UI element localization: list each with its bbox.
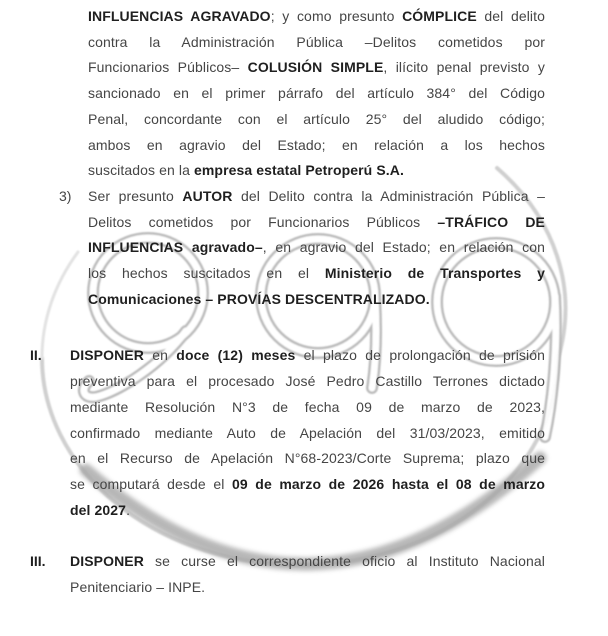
text-line: [88, 30, 545, 56]
text-line: [88, 261, 545, 287]
bold-text-segment: Comunicaciones – PROVÍAS DESCENTRALIZADO.: [88, 290, 430, 307]
text-line: [88, 55, 545, 81]
text-segment: Penitenciario – INPE.: [70, 579, 206, 596]
text-line: [70, 472, 545, 498]
text-segment: el plazo de prolongación de prisión: [295, 347, 545, 364]
text-line: [70, 369, 545, 395]
section-body: [70, 549, 545, 600]
text-line: [88, 158, 545, 184]
text-line: [88, 184, 545, 210]
text-segment: los hechos suscitados en el: [88, 265, 325, 282]
text-line: [88, 4, 545, 30]
section-body: [88, 4, 545, 184]
text-line: [70, 343, 545, 369]
text-segment: sancionado en el primer párrafo del artículo 384° del Código: [88, 85, 545, 102]
doc-section-ii: [0, 343, 608, 523]
bold-text-segment: AUTOR: [182, 187, 233, 204]
text-segment: Penal, concordante con el artículo 25° del aludido código;: [88, 110, 545, 127]
text-segment: , ilícito penal previsto y: [383, 59, 545, 76]
bold-text-segment: 09 de marzo de 2026 hasta el 08 de marzo: [231, 475, 546, 492]
bold-text-segment: INFLUENCIAS agravado–: [88, 239, 263, 256]
text-segment: en el Recurso de Apelación N°68-2023/Corte Suprema; plazo que: [70, 450, 545, 467]
text-segment: confirmado mediante Auto de Apelación del 31/03/2023, emitido: [70, 424, 545, 441]
doc-section-paragraph-0: [0, 4, 608, 184]
text-segment: se curse el correspondiente oficio al Instituto Nacional: [143, 553, 545, 570]
text-line: [88, 107, 545, 133]
text-line: [70, 575, 545, 601]
text-line: [70, 395, 545, 421]
bold-text-segment: –TRÁFICO DE: [437, 213, 545, 230]
text-line: [70, 421, 545, 447]
text-segment: Funcionarios Públicos–: [88, 59, 248, 76]
bold-text-segment: DISPONER: [70, 347, 144, 364]
text-line: [88, 210, 545, 236]
text-line: [70, 498, 545, 524]
bold-text-segment: CÓMPLICE: [402, 8, 477, 24]
text-segment: Delitos cometidos por Funcionarios Públicos: [88, 213, 438, 230]
bold-text-segment: empresa estatal Petroperú S.A.: [193, 162, 404, 179]
bold-text-segment: COLUSIÓN SIMPLE: [247, 59, 384, 76]
doc-section-iii: [0, 549, 608, 600]
text-segment: suscitados en la: [88, 162, 194, 179]
section-body: [70, 343, 545, 523]
text-segment: en: [143, 347, 177, 364]
text-segment: del Delito contra la Administración Pública –: [232, 187, 545, 204]
section-body: [88, 184, 545, 313]
bold-text-segment: doce (12) meses: [176, 347, 296, 364]
text-line: [88, 81, 545, 107]
text-segment: preventiva para el procesado José Pedro Castillo Terrones dictado: [70, 373, 545, 390]
section-marker: 3): [59, 187, 72, 204]
bold-text-segment: del 2027: [70, 501, 127, 518]
text-segment: ambos en agravio del Estado; en relación a los hechos: [88, 136, 545, 153]
text-segment: ; y como presunto: [270, 8, 403, 24]
section-marker: II.: [30, 347, 42, 364]
bold-text-segment: INFLUENCIAS AGRAVADO: [88, 8, 271, 24]
text-line: [88, 235, 545, 261]
text-segment: .: [126, 501, 131, 518]
text-line: [88, 133, 545, 159]
section-marker: III.: [30, 553, 46, 570]
text-segment: , en agravio del Estado; en relación con: [262, 239, 545, 256]
bold-text-segment: DISPONER: [70, 553, 144, 570]
bold-text-segment: Ministerio de Transportes y: [324, 265, 546, 282]
text-segment: Ser presunto: [88, 187, 183, 204]
text-segment: del delito: [476, 8, 546, 24]
text-line: [70, 549, 545, 575]
text-segment: contra la Administración Pública –Delitos cometidos por: [88, 33, 545, 50]
text-line: [70, 446, 545, 472]
text-segment: se computará desde el: [70, 475, 232, 492]
text-segment: mediante Resolución N°3 de fecha 09 de marzo de 2023,: [70, 398, 545, 415]
doc-section-3: [0, 184, 608, 313]
text-line: [88, 287, 545, 313]
